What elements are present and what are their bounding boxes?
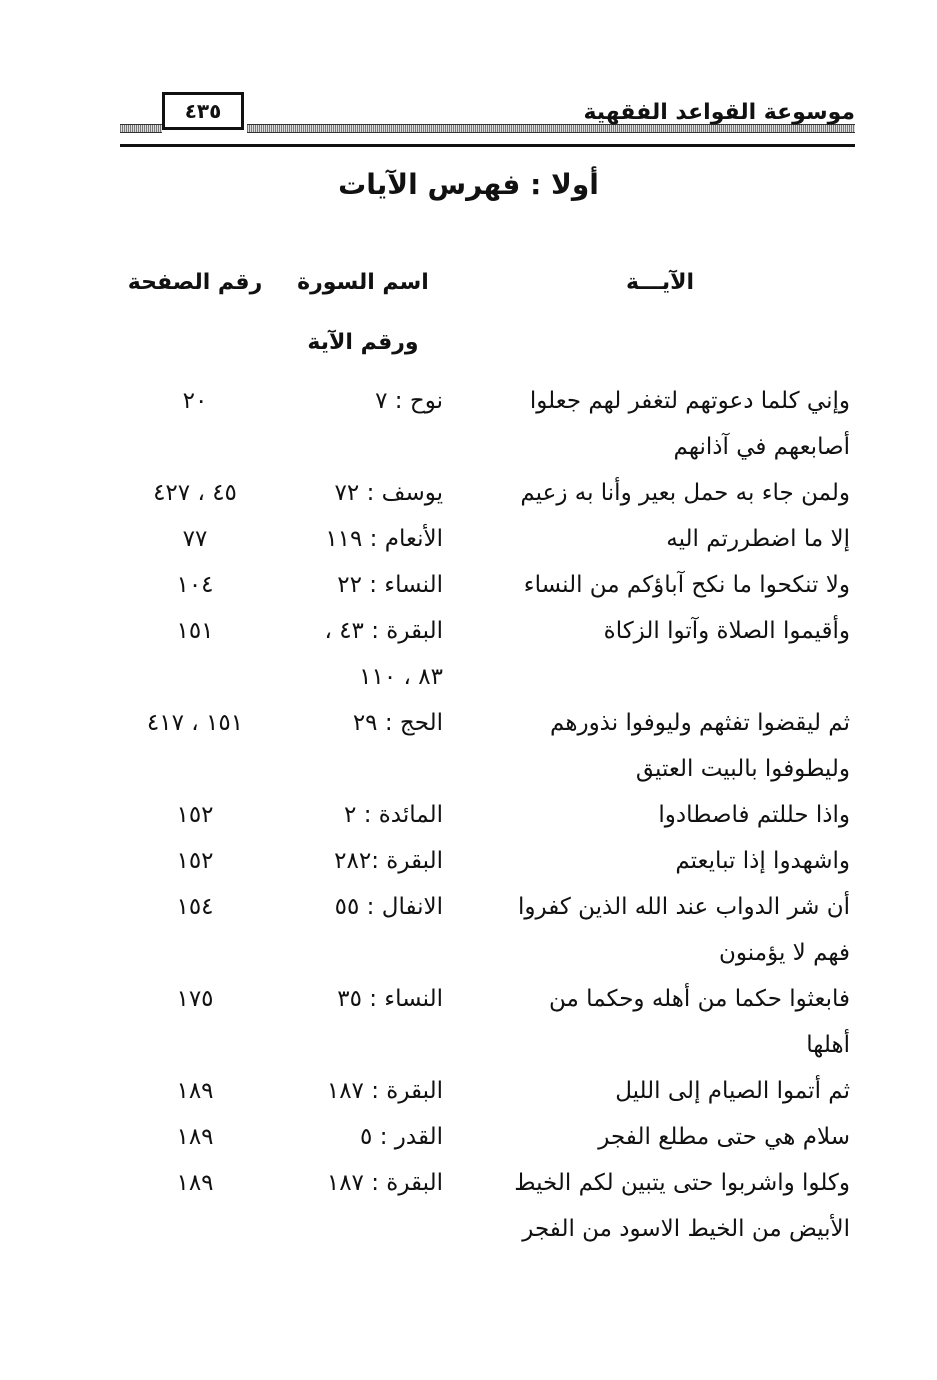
page-ref: ٧٧	[182, 526, 208, 552]
surah-ref: ٨٣ ، ١١٠	[359, 664, 443, 690]
header-rule	[120, 144, 855, 147]
page-header	[120, 88, 855, 153]
table-row	[0, 1114, 937, 1160]
surah-ref: يوسف : ٧٢	[334, 480, 443, 506]
ayah-text: سلام هي حتى مطلع الفجر	[598, 1124, 850, 1150]
page-ref: ٢٠	[182, 388, 208, 414]
section-title: أولا : فهرس الآيات	[338, 168, 599, 201]
ayah-text: إلا ما اضطررتم اليه	[666, 526, 850, 552]
column-header-surah: اسم السورة	[297, 270, 429, 295]
page-ref: ١٠٤	[176, 572, 214, 598]
ayah-text: الأبيض من الخيط الاسود من الفجر	[522, 1216, 850, 1242]
table-row	[0, 1206, 937, 1252]
surah-ref: الانفال : ٥٥	[334, 894, 443, 920]
column-header-ayah: الآيـــة	[625, 270, 695, 295]
surah-ref: الأنعام : ١١٩	[325, 526, 443, 552]
ayah-text: ولمن جاء به حمل بعير وأنا به زعيم	[520, 480, 850, 506]
page-ref: ١٥١ ، ٤١٧	[146, 710, 244, 736]
page-ref: ١٥٢	[176, 802, 214, 828]
ayah-text: وأقيموا الصلاة وآتوا الزكاة	[603, 618, 850, 644]
page-ref: ٤٥ ، ٤٢٧	[153, 480, 237, 506]
table-row	[0, 378, 937, 424]
surah-ref: البقرة : ١٨٧	[326, 1078, 443, 1104]
surah-ref: البقرة :٢٨٢	[334, 848, 443, 874]
ayah-text: أن شر الدواب عند الله الذين كفروا	[518, 894, 850, 920]
page-number: ٤٣٥	[162, 92, 244, 130]
ayah-text: ثم ليقضوا تفثهم وليوفوا نذورهم	[550, 710, 850, 736]
surah-ref: النساء : ٢٢	[337, 572, 443, 598]
table-row	[0, 976, 937, 1022]
page-ref: ١٥٤	[176, 894, 214, 920]
table-row	[0, 516, 937, 562]
table-row	[0, 1022, 937, 1068]
page-ref: ١٨٩	[176, 1078, 214, 1104]
verse-index-table	[0, 378, 937, 1252]
page-ref: ١٨٩	[176, 1170, 214, 1196]
ayah-text: وإني كلما دعوتهم لتغفر لهم جعلوا	[529, 388, 850, 414]
ayah-text: فابعثوا حكما من أهله وحكما من	[549, 986, 850, 1012]
header-shade-right	[247, 124, 855, 133]
ayah-text: أهلها	[806, 1032, 850, 1058]
ayah-text: أصابعهم في آذانهم	[673, 434, 850, 460]
header-shade-left	[120, 124, 162, 133]
column-header-page: رقم الصفحة	[127, 270, 263, 295]
table-row	[0, 562, 937, 608]
ayah-text: واذا حللتم فاصطادوا	[658, 802, 850, 828]
surah-ref: القدر : ٥	[360, 1124, 443, 1150]
table-row	[0, 746, 937, 792]
column-header-surah-number: ورقم الآية	[307, 330, 419, 355]
ayah-text: وكلوا واشربوا حتى يتبين لكم الخيط	[514, 1170, 850, 1196]
ayah-text: ولا تنكحوا ما نكح آباؤكم من النساء	[523, 572, 850, 598]
table-row	[0, 1160, 937, 1206]
surah-ref: المائدة : ٢	[344, 802, 443, 828]
page-ref: ١٨٩	[176, 1124, 214, 1150]
page-ref: ١٧٥	[176, 986, 214, 1012]
surah-ref: نوح : ٧	[375, 388, 443, 414]
table-row	[0, 470, 937, 516]
table-row	[0, 424, 937, 470]
surah-ref: النساء : ٣٥	[337, 986, 443, 1012]
table-row	[0, 654, 937, 700]
surah-ref: الحج : ٢٩	[352, 710, 443, 736]
table-row	[0, 1068, 937, 1114]
ayah-text: ثم أتموا الصيام إلى الليل	[615, 1078, 850, 1104]
ayah-text: فهم لا يؤمنون	[719, 940, 850, 966]
ayah-text: وليطوفوا بالبيت العتيق	[635, 756, 850, 782]
book-title: موسوعة القواعد الفقهية	[583, 100, 855, 125]
surah-ref: البقرة : ١٨٧	[326, 1170, 443, 1196]
table-row	[0, 608, 937, 654]
page-ref: ١٥١	[176, 618, 214, 644]
table-row	[0, 838, 937, 884]
table-row	[0, 930, 937, 976]
table-row	[0, 884, 937, 930]
page-ref: ١٥٢	[176, 848, 214, 874]
surah-ref: البقرة : ٤٣ ،	[324, 618, 443, 644]
ayah-text: واشهدوا إذا تبايعتم	[675, 848, 850, 874]
table-row	[0, 792, 937, 838]
table-row	[0, 700, 937, 746]
